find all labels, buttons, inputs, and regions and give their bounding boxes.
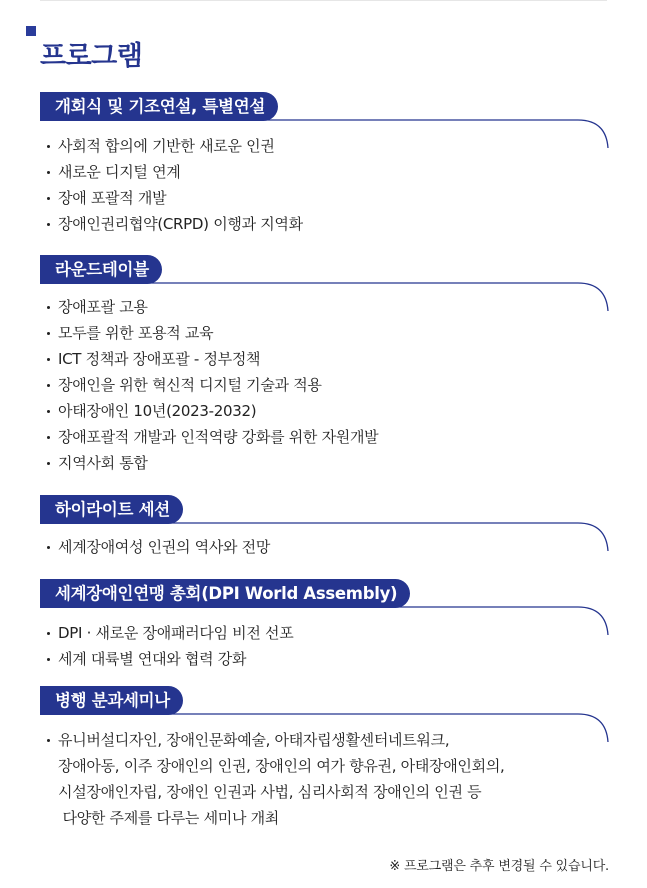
- section-title: 하이라이트 세션: [40, 495, 183, 524]
- list-item-continuation: 시설장애인자립, 장애인 인권과 사법, 심리사회적 장애인의 인권 등: [58, 783, 482, 801]
- section-title: 개회식 및 기조연설, 특별연설: [40, 92, 278, 121]
- list-item: 장애포괄적 개발과 인적역량 강화를 위한 자원개발: [40, 424, 610, 450]
- page-title: 프로그램: [40, 41, 143, 72]
- section-item-list: [40, 133, 610, 237]
- list-item: 사회적 합의에 기반한 새로운 인권: [40, 133, 610, 159]
- section-item-list: [40, 294, 610, 476]
- section-title: 라운드테이블: [40, 255, 162, 284]
- list-item: 장애 포괄적 개발: [40, 185, 610, 211]
- list-item: 지역사회 통합: [40, 450, 610, 476]
- list-item: 장애인을 위한 혁신적 디지털 기술과 적용: [40, 372, 610, 398]
- section-item-list: [40, 620, 610, 672]
- list-item: 장애인권리협약(CRPD) 이행과 지역화: [40, 211, 610, 237]
- list-item: ICT 정책과 장애포괄 - 정부정책: [40, 346, 610, 372]
- section-opening: [40, 92, 610, 237]
- list-item: 새로운 디지털 연계: [40, 159, 610, 185]
- list-item: 모두를 위한 포용적 교육: [40, 320, 610, 346]
- section-highlight: [40, 495, 610, 560]
- section-seminar: [40, 686, 610, 831]
- list-item: 세계장애여성 인권의 역사와 전망: [40, 534, 610, 560]
- list-item: 유니버설디자인, 장애인문화예술, 아태자립생활센터네트워크,: [40, 727, 610, 753]
- list-item-continuation: 다양한 주제를 다루는 세미나 개최: [58, 809, 280, 827]
- list-item: 아태장애인 10년(2023-2032): [40, 398, 610, 424]
- section-title: 병행 분과세미나: [40, 686, 183, 715]
- section-item-list: [40, 534, 610, 560]
- list-item: 장애포괄 고용: [40, 294, 610, 320]
- top-divider: [40, 0, 607, 1]
- section-world-assembly: [40, 579, 610, 672]
- section-item-list: [40, 727, 610, 831]
- section-title: 세계장애인연맹 총회(DPI World Assembly): [40, 579, 410, 608]
- footnote: ※ 프로그램은 추후 변경될 수 있습니다.: [389, 859, 609, 874]
- list-item-continuation: 장애아동, 이주 장애인의 인권, 장애인의 여가 향유권, 아태장애인회의,: [58, 757, 505, 775]
- list-item: 세계 대륙별 연대와 협력 강화: [40, 646, 610, 672]
- list-item: DPI · 새로운 장애패러다임 비전 선포: [40, 620, 610, 646]
- section-roundtable: [40, 255, 610, 476]
- title-accent-square: [26, 26, 36, 36]
